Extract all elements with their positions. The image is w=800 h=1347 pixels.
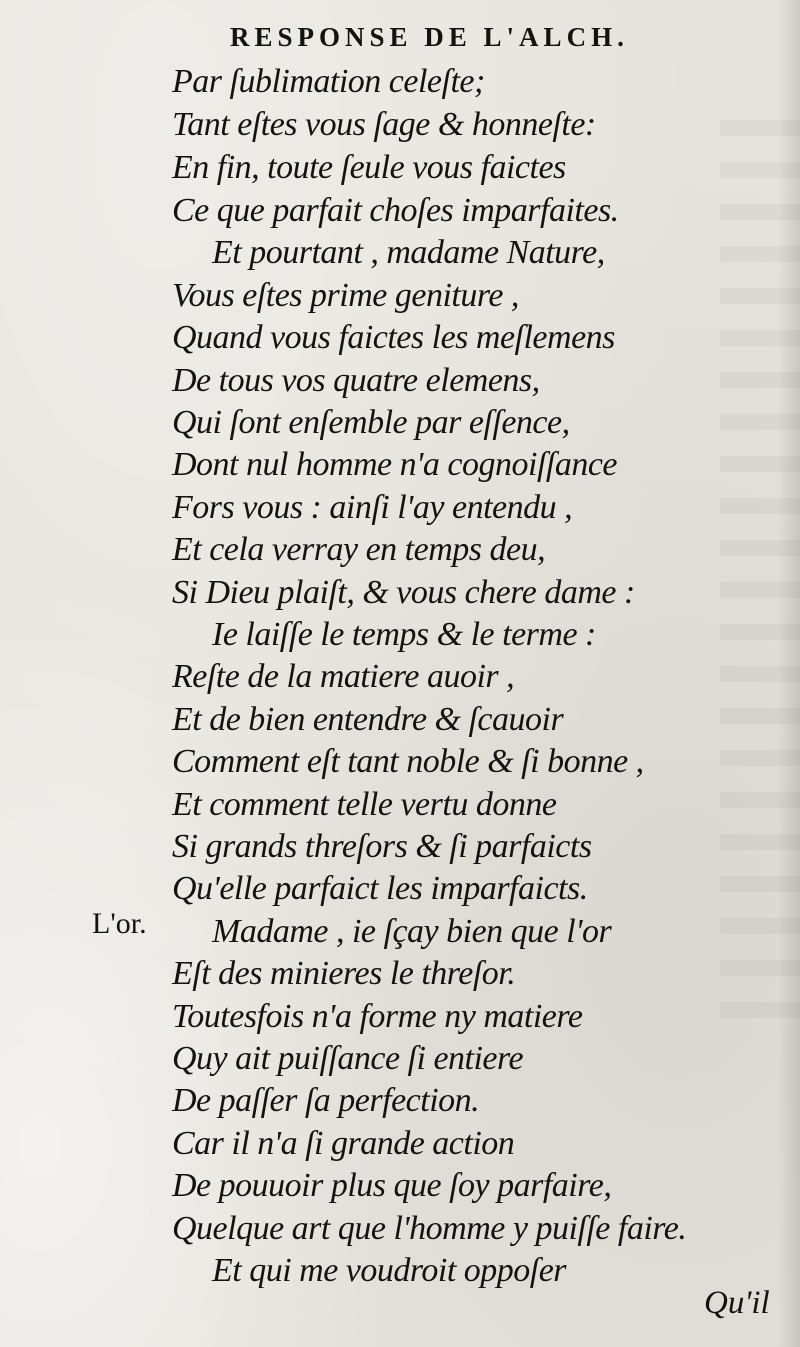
verse-line: Et comment telle vertu donne [172, 786, 557, 823]
verse-line: Qui ſont enſemble par eſſence, [172, 404, 570, 441]
verse-line: Quelque art que l'homme y puiſſe faire. [172, 1210, 687, 1247]
verse-line: En fin, toute ſeule vous faictes [172, 149, 566, 186]
verse-line: Et de bien entendre & ſcauoir [172, 701, 564, 738]
verse-line: De pouuoir plus que ſoy parfaire, [172, 1167, 612, 1204]
verse-line: Et qui me voudroit oppoſer [212, 1252, 567, 1289]
verse-line: Comment eſt tant noble & ſi bonne , [172, 743, 644, 780]
verse-line: Fors vous : ainſi l'ay entendu , [172, 489, 573, 526]
verse-line: Ie laiſſe le temps & le terme : [212, 616, 596, 653]
verse-line: Toutesfois n'a forme ny matiere [172, 998, 583, 1035]
verse-line: Par ſublimation celeſte; [172, 63, 485, 100]
verse-line: Si Dieu plaiſt, & vous chere dame : [172, 574, 635, 611]
verse-line: Tant eſtes vous ſage & honneſte: [172, 106, 596, 143]
verse-line: Quy ait puiſſance ſi entiere [172, 1040, 524, 1077]
margin-note: L'or. [92, 907, 147, 940]
verse-line: Dont nul homme n'a cognoiſſance [172, 446, 618, 483]
verse-line: Ce que parfait choſes imparfaites. [172, 192, 619, 229]
verse-line: Et pourtant , madame Nature, [212, 234, 605, 271]
catchword: Qu'il [704, 1285, 770, 1321]
verse-line: Et cela verray en temps deu, [172, 531, 546, 568]
verse-line: De tous vos quatre elemens, [172, 362, 540, 399]
verse-line: De paſſer ſa perfection. [172, 1082, 480, 1119]
verse-line: Qu'elle parfaict les imparfaicts. [172, 870, 588, 907]
verse-line: Si grands threſors & ſi parfaicts [172, 828, 592, 865]
running-head: RESPONSE DE L'ALCH. [230, 22, 629, 52]
verse-line: Madame , ie ſçay bien que l'or [212, 913, 612, 950]
verse-line: Car il n'a ſi grande action [172, 1125, 515, 1162]
verse-line: Vous eſtes prime geniture , [172, 277, 519, 314]
verse-line: Reſte de la matiere auoir , [172, 658, 515, 695]
verse-line: Eſt des minieres le threſor. [172, 955, 516, 992]
verse-line: Quand vous faictes les meſlemens [172, 319, 615, 356]
